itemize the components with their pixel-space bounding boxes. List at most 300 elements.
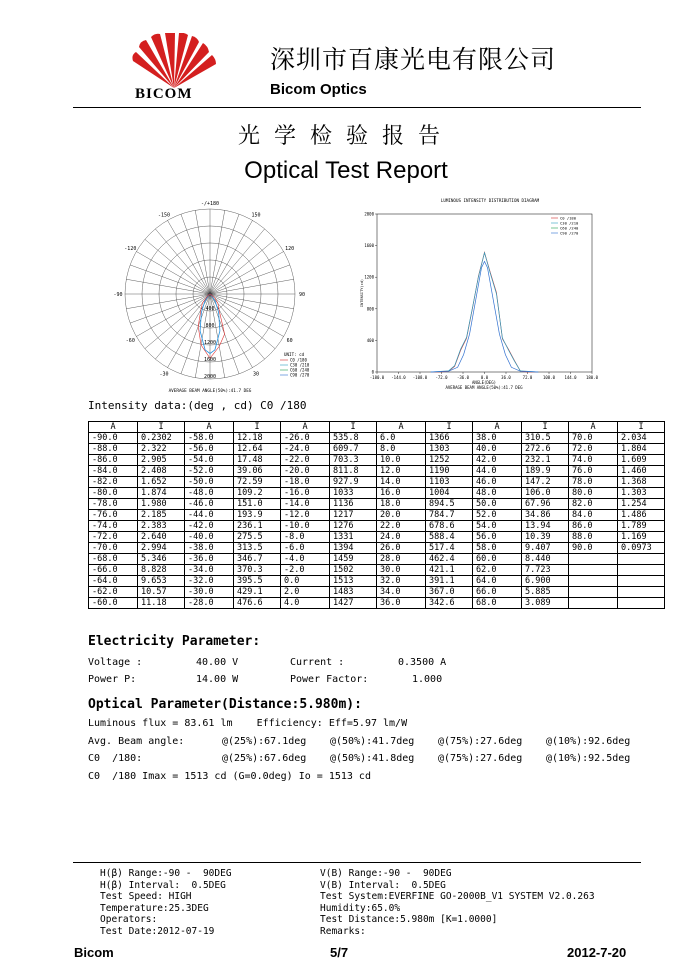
table-row — [89, 510, 665, 521]
x-tick-label: -36.0 — [456, 375, 470, 380]
x-tick-label: -180.0 — [369, 375, 385, 380]
table-cell: 68.0 — [473, 598, 522, 609]
table-cell: 462.4 — [426, 554, 473, 565]
table-cell — [569, 598, 618, 609]
table-row — [89, 554, 665, 565]
table-cell: 1.303 — [618, 488, 665, 499]
y-tick-label: 2000 — [364, 211, 374, 217]
table-cell: -52.0 — [185, 466, 234, 477]
c0-beam-label: C0 /180: — [88, 753, 143, 764]
polar-legend-c30: C30 /210 — [290, 362, 310, 368]
table-cell: 151.0 — [234, 499, 281, 510]
table-cell: 10.57 — [138, 587, 185, 598]
table-cell: -18.0 — [281, 477, 330, 488]
x-tick-label: 144.0 — [564, 375, 577, 380]
table-cell: 66.0 — [473, 587, 522, 598]
table-cell: 346.7 — [234, 554, 281, 565]
table-cell: 342.6 — [426, 598, 473, 609]
table-cell: 36.0 — [377, 598, 426, 609]
table-cell: 42.0 — [473, 455, 522, 466]
table-cell: -38.0 — [185, 543, 234, 554]
table-header-cell: I — [522, 422, 569, 433]
electricity-title: Electricity Parameter: — [88, 634, 261, 649]
polar-top-label: -/+180 — [200, 201, 220, 207]
table-cell: 1366 — [426, 433, 473, 444]
table-header-cell: I — [426, 422, 473, 433]
table-cell: 313.5 — [234, 543, 281, 554]
table-cell: 1103 — [426, 477, 473, 488]
table-row — [89, 576, 665, 587]
table-cell: 1483 — [330, 587, 377, 598]
table-cell: 367.0 — [426, 587, 473, 598]
logo-text: BICOM — [135, 86, 193, 102]
c0-beam-75: @(75%):27.6deg — [438, 753, 523, 764]
chart-title: LUMINOUS INTENSITY DISTRIBUTION DIAGRAM — [440, 198, 540, 203]
table-row — [89, 466, 665, 477]
footer-v-range: V(B) Range:-90 - 90DEG — [320, 868, 452, 879]
table-cell: -8.0 — [281, 532, 330, 543]
footer-date: 2012-7-20 — [567, 945, 627, 960]
footer-v-interval: V(B) Interval: 0.5DEG — [320, 879, 446, 891]
footer-test-date: Test Date:2012-07-19 — [100, 925, 215, 937]
table-cell: 12.0 — [377, 466, 426, 477]
x-tick-label: 180.0 — [585, 375, 599, 380]
table-cell: 189.9 — [522, 466, 569, 477]
table-cell: 50.0 — [473, 499, 522, 510]
intensity-data-label: Intensity data:(deg , cd) C0 /180 — [88, 399, 307, 412]
y-axis-label: INTENSITY(cd) — [360, 278, 364, 308]
table-cell: 8.440 — [522, 554, 569, 565]
table-cell: -50.0 — [185, 477, 234, 488]
table-header-cell: A — [569, 422, 618, 433]
table-cell: 2.408 — [138, 466, 185, 477]
table-header-cell: I — [234, 422, 281, 433]
table-cell: 1033 — [330, 488, 377, 499]
table-cell: 109.2 — [234, 488, 281, 499]
table-cell: 811.8 — [330, 466, 377, 477]
power-factor-value: 1.000 — [412, 674, 443, 685]
plot-frame — [377, 214, 592, 372]
polar-angle-label: 90 — [298, 292, 306, 298]
table-cell: 391.1 — [426, 576, 473, 587]
table-cell: -90.0 — [89, 433, 138, 444]
c0-beam-25: @(25%):67.6deg — [222, 753, 307, 764]
table-cell: 429.1 — [234, 587, 281, 598]
table-cell: 609.7 — [330, 444, 377, 455]
table-row — [89, 565, 665, 576]
table-cell: -34.0 — [185, 565, 234, 576]
footer-test-distance: Test Distance:5.980m [K=1.0000] — [320, 914, 498, 925]
polar-angle-label: 30 — [252, 371, 260, 378]
table-cell: 18.0 — [377, 499, 426, 510]
table-cell: 395.5 — [234, 576, 281, 587]
table-row — [89, 521, 665, 532]
table-row — [89, 543, 665, 554]
y-tick-label: 0 — [371, 369, 374, 375]
footer-left — [100, 868, 232, 937]
bicom-logo-fan — [127, 33, 222, 88]
table-header-cell: I — [330, 422, 377, 433]
avg-beam-25: @(25%):67.1deg — [222, 736, 307, 747]
polar-legend-c0: C0 /180 — [290, 357, 307, 363]
table-cell: 30.0 — [377, 565, 426, 576]
table-header-cell: A — [185, 422, 234, 433]
table-cell: 90.0 — [569, 543, 618, 554]
table-cell: -22.0 — [281, 455, 330, 466]
table-cell: -54.0 — [185, 455, 234, 466]
table-cell — [618, 598, 665, 609]
table-cell: 24.0 — [377, 532, 426, 543]
y-tick-label: 400 — [366, 337, 374, 343]
power-label: Power P: — [88, 674, 137, 685]
table-cell: 78.0 — [569, 477, 618, 488]
table-cell: 927.9 — [330, 477, 377, 488]
series-line-1 — [431, 253, 539, 372]
table-cell — [569, 554, 618, 565]
table-cell: 72.59 — [234, 477, 281, 488]
table-cell: 1.254 — [618, 499, 665, 510]
table-cell: 7.723 — [522, 565, 569, 576]
polar-legend-c90: C90 /270 — [290, 372, 310, 378]
table-cell: 34.0 — [377, 587, 426, 598]
table-cell: 4.0 — [281, 598, 330, 609]
table-header-cell: I — [618, 422, 665, 433]
table-cell: -30.0 — [185, 587, 234, 598]
polar-legend-c60: C60 /240 — [290, 367, 310, 373]
table-cell: 14.0 — [377, 477, 426, 488]
table-cell: 0.0973 — [618, 543, 665, 554]
table-cell — [569, 576, 618, 587]
table-cell: 1.804 — [618, 444, 665, 455]
table-cell: 1.874 — [138, 488, 185, 499]
x-tick-label: -72.0 — [435, 375, 448, 380]
table-cell: 26.0 — [377, 543, 426, 554]
table-cell: -76.0 — [89, 510, 138, 521]
table-cell: -58.0 — [185, 433, 234, 444]
table-cell: -86.0 — [89, 455, 138, 466]
table-cell: 2.994 — [138, 543, 185, 554]
table-cell: 275.5 — [234, 532, 281, 543]
avg-beam-label: Avg. Beam angle: — [88, 736, 185, 747]
table-cell: 1190 — [426, 466, 473, 477]
report-title-en: Optical Test Report — [244, 157, 448, 184]
table-cell: -14.0 — [281, 499, 330, 510]
table-cell: -10.0 — [281, 521, 330, 532]
polar-radial-label: 1200 — [203, 340, 217, 346]
table-cell: 86.0 — [569, 521, 618, 532]
table-cell: 34.86 — [522, 510, 569, 521]
polar-angle-label: 120 — [285, 246, 295, 252]
x-axis-label: ANGLE(DEG) — [471, 380, 497, 385]
table-cell: -32.0 — [185, 576, 234, 587]
intensity-table — [88, 421, 665, 609]
table-cell: -72.0 — [89, 532, 138, 543]
table-cell: -26.0 — [281, 433, 330, 444]
table-cell: -4.0 — [281, 554, 330, 565]
header-divider — [73, 107, 641, 108]
table-cell: 2.383 — [138, 521, 185, 532]
table-cell: 9.407 — [522, 543, 569, 554]
table-cell: 16.0 — [377, 488, 426, 499]
table-cell: 3.089 — [522, 598, 569, 609]
table-row — [89, 587, 665, 598]
x-tick-label: 108.0 — [542, 375, 556, 380]
table-header-row — [89, 422, 665, 433]
table-cell: -88.0 — [89, 444, 138, 455]
x-tick-label: -144.0 — [391, 375, 406, 380]
table-cell: 5.885 — [522, 587, 569, 598]
table-cell — [618, 576, 665, 587]
power-factor-label: Power Factor: — [290, 674, 369, 685]
table-cell: 72.0 — [569, 444, 618, 455]
table-cell: 80.0 — [569, 488, 618, 499]
polar-angle-label: -60 — [125, 338, 135, 344]
legend-c60: C60 /240 — [560, 225, 579, 231]
table-cell: 1276 — [330, 521, 377, 532]
table-cell: 48.0 — [473, 488, 522, 499]
luminous-flux-line: Luminous flux = 83.61 lm Efficiency: Eff=5.97 lm/W — [88, 718, 408, 729]
table-cell: 22.0 — [377, 521, 426, 532]
table-cell: -36.0 — [185, 554, 234, 565]
table-cell: 703.3 — [330, 455, 377, 466]
table-cell: 106.0 — [522, 488, 569, 499]
polar-radial-label: 800 — [205, 323, 215, 329]
polar-radial-label: 2000 — [203, 374, 217, 380]
polar-angle-label: -90 — [113, 292, 123, 298]
footer-divider — [73, 862, 641, 863]
table-cell: 17.48 — [234, 455, 281, 466]
table-cell: 2.0 — [281, 587, 330, 598]
polar-angle-label: 150 — [251, 212, 261, 219]
avg-beam-50: @(50%):41.7deg — [330, 736, 415, 747]
table-cell: 20.0 — [377, 510, 426, 521]
table-cell — [618, 565, 665, 576]
table-cell: 421.1 — [426, 565, 473, 576]
polar-angle-label: -120 — [124, 246, 137, 252]
table-cell: -62.0 — [89, 587, 138, 598]
table-cell: 1502 — [330, 565, 377, 576]
imax-line: C0 /180 Imax = 1513 cd (G=0.0deg) Io = 1513 cd — [88, 771, 371, 782]
table-cell: 44.0 — [473, 466, 522, 477]
table-cell: -64.0 — [89, 576, 138, 587]
table-cell: 2.640 — [138, 532, 185, 543]
table-cell: 1.609 — [618, 455, 665, 466]
table-cell: 147.2 — [522, 477, 569, 488]
company-name-cn: 深圳市百康光电有限公司 — [270, 45, 557, 74]
table-header-cell: A — [473, 422, 522, 433]
table-cell: -40.0 — [185, 532, 234, 543]
table-cell: 28.0 — [377, 554, 426, 565]
table-cell: 13.94 — [522, 521, 569, 532]
table-cell: -56.0 — [185, 444, 234, 455]
table-cell: 2.905 — [138, 455, 185, 466]
table-cell: 1252 — [426, 455, 473, 466]
company-name-en: Bicom Optics — [270, 81, 367, 98]
footer-temperature: Temperature:25.3DEG — [100, 902, 209, 914]
report-title-cn: 光学检验报告 — [237, 124, 454, 149]
c0-beam-10: @(10%):92.5deg — [546, 753, 631, 764]
y-tick-label: 800 — [366, 306, 374, 312]
table-cell: 62.0 — [473, 565, 522, 576]
table-row — [89, 477, 665, 488]
c0-beam-50: @(50%):41.8deg — [330, 753, 415, 764]
chart-caption: AVERAGE BEAM ANGLE(50%):41.7 DEG — [445, 385, 523, 390]
table-cell: 588.4 — [426, 532, 473, 543]
x-tick-label: 72.0 — [522, 375, 533, 380]
table-cell: 1.486 — [618, 510, 665, 521]
polar-angle-label: -30 — [159, 371, 169, 378]
table-cell: 1.368 — [618, 477, 665, 488]
table-cell: -70.0 — [89, 543, 138, 554]
table-header-cell: A — [281, 422, 330, 433]
table-cell: 0.0 — [281, 576, 330, 587]
table-cell: -48.0 — [185, 488, 234, 499]
table-row — [89, 499, 665, 510]
footer-h-range: H(β) Range:-90 - 90DEG — [100, 868, 232, 879]
table-cell — [618, 554, 665, 565]
table-cell: 60.0 — [473, 554, 522, 565]
table-cell: 58.0 — [473, 543, 522, 554]
table-cell: 1303 — [426, 444, 473, 455]
cartesian-intensity-chart — [355, 196, 605, 396]
table-cell: 10.0 — [377, 455, 426, 466]
table-row — [89, 455, 665, 466]
polar-intensity-chart — [88, 196, 338, 396]
table-cell: 678.6 — [426, 521, 473, 532]
table-cell: 1.460 — [618, 466, 665, 477]
table-cell: 1217 — [330, 510, 377, 521]
table-cell: 517.4 — [426, 543, 473, 554]
table-row — [89, 532, 665, 543]
table-cell: 476.6 — [234, 598, 281, 609]
table-cell: 12.18 — [234, 433, 281, 444]
table-cell: 76.0 — [569, 466, 618, 477]
x-tick-label: -108.0 — [412, 375, 428, 380]
table-cell: -46.0 — [185, 499, 234, 510]
series-line-0 — [431, 252, 539, 372]
footer-right — [320, 868, 595, 937]
table-cell: -82.0 — [89, 477, 138, 488]
table-cell: -68.0 — [89, 554, 138, 565]
footer-remarks: Remarks: — [320, 925, 366, 937]
table-cell: -6.0 — [281, 543, 330, 554]
avg-beam-10: @(10%):92.6deg — [546, 736, 631, 747]
table-cell: 1331 — [330, 532, 377, 543]
table-cell: 56.0 — [473, 532, 522, 543]
table-cell: 1.980 — [138, 499, 185, 510]
table-cell: 894.5 — [426, 499, 473, 510]
table-cell: -78.0 — [89, 499, 138, 510]
table-cell: 1427 — [330, 598, 377, 609]
table-cell: 784.7 — [426, 510, 473, 521]
table-cell: -2.0 — [281, 565, 330, 576]
table-cell: 1.652 — [138, 477, 185, 488]
table-cell: 232.1 — [522, 455, 569, 466]
footer-test-system: Test System:EVERFINE GO-2000B_V1 SYSTEM V2.0.263 — [320, 891, 595, 902]
table-header-cell: A — [377, 422, 426, 433]
voltage-label: Voltage : — [88, 657, 143, 668]
polar-angle-label: -150 — [157, 212, 171, 219]
table-row — [89, 433, 665, 444]
table-cell: 9.653 — [138, 576, 185, 587]
table-cell: -80.0 — [89, 488, 138, 499]
table-cell: 38.0 — [473, 433, 522, 444]
table-cell — [569, 587, 618, 598]
table-cell: 40.0 — [473, 444, 522, 455]
table-row — [89, 444, 665, 455]
avg-beam-75: @(75%):27.6deg — [438, 736, 523, 747]
table-cell: 535.8 — [330, 433, 377, 444]
table-cell: 5.346 — [138, 554, 185, 565]
table-cell: 236.1 — [234, 521, 281, 532]
table-cell: 2.322 — [138, 444, 185, 455]
table-cell: -60.0 — [89, 598, 138, 609]
table-header-cell: I — [138, 422, 185, 433]
table-cell: 52.0 — [473, 510, 522, 521]
table-cell: -12.0 — [281, 510, 330, 521]
legend-c0: C0 /180 — [560, 215, 577, 221]
table-cell: -84.0 — [89, 466, 138, 477]
table-cell: 1.169 — [618, 532, 665, 543]
footer-h-interval: H(β) Interval: 0.5DEG — [100, 879, 226, 891]
legend-c90: C90 /270 — [560, 230, 579, 236]
polar-radial-label: 400 — [205, 306, 215, 312]
table-cell: 370.3 — [234, 565, 281, 576]
table-cell: 1136 — [330, 499, 377, 510]
optical-title: Optical Parameter(Distance:5.980m): — [88, 697, 362, 712]
table-cell: 1513 — [330, 576, 377, 587]
footer-operators: Operators: — [100, 914, 158, 925]
table-cell: -44.0 — [185, 510, 234, 521]
table-cell: 0.2302 — [138, 433, 185, 444]
table-cell: 8.0 — [377, 444, 426, 455]
table-cell: 82.0 — [569, 499, 618, 510]
table-cell: -42.0 — [185, 521, 234, 532]
table-cell: 46.0 — [473, 477, 522, 488]
polar-radial-label: 1600 — [203, 357, 217, 363]
table-cell: 310.5 — [522, 433, 569, 444]
current-label: Current : — [290, 657, 345, 668]
polar-caption: AVERAGE BEAM ANGLE(50%):41.7 DEG — [168, 389, 252, 394]
footer-company: Bicom — [74, 945, 114, 960]
footer-test-speed: Test Speed: HIGH — [100, 891, 192, 902]
table-cell: 64.0 — [473, 576, 522, 587]
table-cell: 32.0 — [377, 576, 426, 587]
series-line-2 — [431, 261, 539, 372]
table-row — [89, 488, 665, 499]
table-cell: 2.034 — [618, 433, 665, 444]
table-row — [89, 598, 665, 609]
table-cell: 12.64 — [234, 444, 281, 455]
table-cell: 11.18 — [138, 598, 185, 609]
table-cell: 84.0 — [569, 510, 618, 521]
table-cell — [618, 587, 665, 598]
table-header-cell: A — [89, 422, 138, 433]
table-cell: 8.828 — [138, 565, 185, 576]
page-number: 5/7 — [330, 945, 349, 960]
table-cell: 10.39 — [522, 532, 569, 543]
table-cell: 88.0 — [569, 532, 618, 543]
table-cell: 70.0 — [569, 433, 618, 444]
table-cell: 1459 — [330, 554, 377, 565]
polar-angle-label: 60 — [286, 338, 293, 344]
table-cell: 6.900 — [522, 576, 569, 587]
table-cell: 272.6 — [522, 444, 569, 455]
x-tick-label: 36.0 — [501, 375, 511, 380]
footer-humidity: Humidity:65.0% — [320, 902, 401, 914]
table-cell: -16.0 — [281, 488, 330, 499]
table-cell: 6.0 — [377, 433, 426, 444]
